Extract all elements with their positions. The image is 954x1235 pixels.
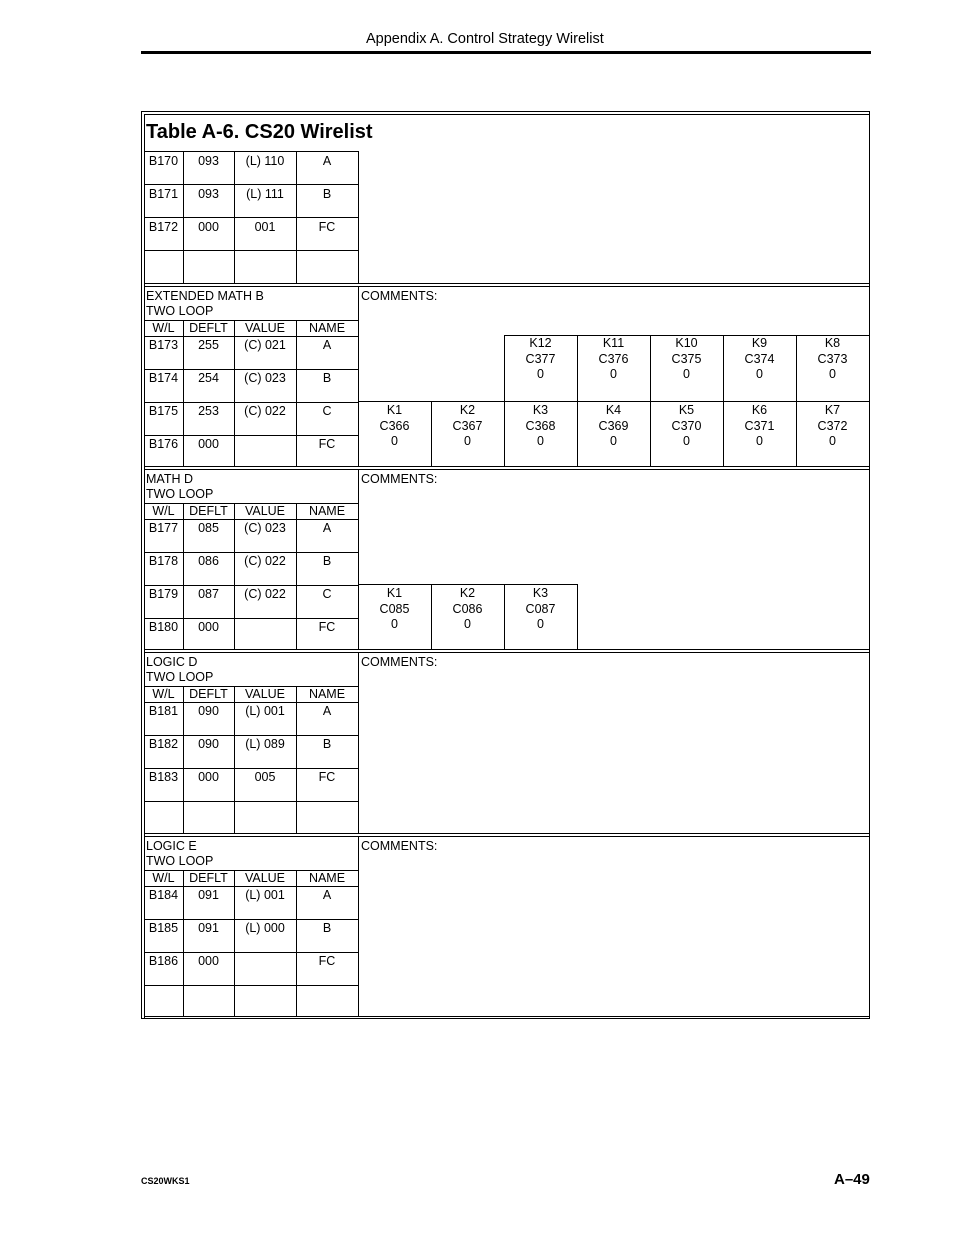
constant-address: C086 (452, 601, 483, 616)
constant-id: K5 (678, 403, 695, 417)
cell-name: A (322, 521, 332, 535)
cell-value: (C) 022 (244, 404, 286, 418)
grid-line (144, 250, 358, 251)
table-bottom-border (144, 1016, 869, 1017)
section-divider (144, 469, 869, 470)
cell-name: B (322, 737, 332, 751)
grid-line (296, 702, 297, 833)
comments-label: COMMENTS: (361, 655, 438, 669)
cell-deflt: 254 (198, 371, 219, 385)
grid-line (183, 886, 184, 1017)
grid-line (144, 369, 358, 370)
constant-id: K3 (532, 403, 549, 417)
col-header-deflt: DEFLT (189, 687, 228, 701)
constant-id: K2 (459, 586, 476, 600)
constant-address: C369 (598, 418, 629, 433)
cell-value: (C) 022 (244, 554, 286, 568)
cell-wl: B178 (148, 554, 179, 568)
cell-name: A (322, 704, 332, 718)
constant-value: 0 (537, 617, 544, 631)
cell-wl: B183 (148, 770, 179, 784)
col-header-wl: W/L (152, 504, 175, 518)
constant-block (650, 336, 723, 383)
cell-deflt: 091 (198, 888, 219, 902)
cell-name: FC (318, 620, 336, 634)
constant-value: 0 (610, 367, 617, 381)
constant-value: 0 (829, 367, 836, 381)
constant-id: K7 (824, 403, 841, 417)
cell-value: (C) 023 (244, 521, 286, 535)
cell-name: A (322, 154, 332, 168)
constant-block (723, 336, 796, 383)
constant-id: K11 (602, 336, 625, 350)
constant-address: C371 (744, 418, 775, 433)
cell-deflt: 090 (198, 737, 219, 751)
section-subtitle: TWO LOOP (146, 670, 214, 684)
cell-value: 001 (254, 220, 276, 234)
section-divider (144, 649, 869, 650)
cell-deflt: 093 (198, 154, 219, 168)
grid-line (144, 919, 358, 920)
cell-deflt: 000 (198, 220, 219, 234)
grid-line (358, 652, 359, 833)
constant-block (358, 586, 431, 633)
grid-line (144, 435, 358, 436)
constant-block (358, 403, 431, 450)
grid-line (144, 402, 358, 403)
constant-block (723, 403, 796, 450)
cell-wl: B175 (148, 404, 179, 418)
grid-line (358, 836, 359, 1017)
constant-block (431, 403, 504, 450)
constant-value: 0 (464, 434, 471, 448)
section-subtitle: TWO LOOP (146, 487, 214, 501)
grid-line (144, 952, 358, 953)
constant-address: C367 (452, 418, 483, 433)
constant-address: C374 (744, 351, 775, 366)
cell-deflt: 086 (198, 554, 219, 568)
cell-name: B (322, 554, 332, 568)
grid-line (358, 151, 359, 284)
cell-wl: B180 (148, 620, 179, 634)
col-header-wl: W/L (152, 321, 175, 335)
section-title: MATH D (146, 472, 193, 486)
cell-name: C (322, 404, 332, 418)
header-rule (141, 51, 871, 54)
cell-value: (L) 000 (245, 921, 285, 935)
col-header-value: VALUE (244, 321, 286, 335)
constant-value: 0 (756, 367, 763, 381)
cell-name: B (322, 371, 332, 385)
table-title: Table A-6. CS20 Wirelist (146, 121, 373, 143)
constant-address: C373 (817, 351, 848, 366)
constant-value: 0 (610, 434, 617, 448)
constant-id: K1 (386, 586, 403, 600)
constant-block (504, 403, 577, 450)
cell-value: (L) 111 (246, 187, 284, 201)
grid-line (234, 336, 235, 466)
cell-wl: B170 (148, 154, 179, 168)
cell-value: (C) 022 (244, 587, 286, 601)
grid-line (577, 584, 578, 649)
grid-line (183, 702, 184, 833)
cell-deflt: 000 (198, 954, 219, 968)
cell-name: FC (318, 437, 336, 451)
cell-deflt: 093 (198, 187, 219, 201)
grid-line (358, 584, 577, 585)
col-header-value: VALUE (244, 871, 286, 885)
constant-block (650, 403, 723, 450)
grid-line (144, 801, 358, 802)
cell-deflt: 255 (198, 338, 219, 352)
grid-line (144, 217, 358, 218)
constant-block (796, 403, 869, 450)
grid-line (144, 735, 358, 736)
col-header-deflt: DEFLT (189, 504, 228, 518)
grid-line (234, 519, 235, 649)
section-divider (144, 652, 869, 653)
col-header-name: NAME (308, 871, 346, 885)
constant-id: K12 (529, 336, 552, 350)
cell-wl: B174 (148, 371, 179, 385)
grid-line (144, 618, 358, 619)
cell-deflt: 000 (198, 770, 219, 784)
cell-name: A (322, 888, 332, 902)
cell-name: FC (318, 220, 336, 234)
col-header-deflt: DEFLT (189, 321, 228, 335)
cell-value: 005 (254, 770, 276, 784)
cell-value: (L) 089 (245, 737, 285, 751)
grid-line (144, 552, 358, 553)
cell-wl: B171 (148, 187, 179, 201)
cell-name: B (322, 921, 332, 935)
cell-wl: B181 (148, 704, 179, 718)
cell-deflt: 091 (198, 921, 219, 935)
cell-deflt: 000 (198, 437, 219, 451)
cell-deflt: 253 (198, 404, 219, 418)
cell-value: (C) 021 (244, 338, 286, 352)
grid-line (296, 151, 297, 284)
col-header-deflt: DEFLT (189, 871, 228, 885)
cell-wl: B177 (148, 521, 179, 535)
col-header-name: NAME (308, 321, 346, 335)
section-divider (144, 833, 869, 834)
cell-value: (L) 001 (245, 888, 285, 902)
constant-block (504, 336, 577, 383)
constant-address: C087 (525, 601, 556, 616)
grid-line (144, 151, 358, 152)
cell-wl: B184 (148, 888, 179, 902)
constant-address: C375 (671, 351, 702, 366)
cell-name: A (322, 338, 332, 352)
grid-line (234, 702, 235, 833)
comments-label: COMMENTS: (361, 839, 438, 853)
cell-value: (L) 001 (245, 704, 285, 718)
section-subtitle: TWO LOOP (146, 304, 214, 318)
section-divider (144, 836, 869, 837)
constant-id: K8 (824, 336, 841, 350)
cell-name: FC (318, 770, 336, 784)
constant-value: 0 (537, 434, 544, 448)
constant-id: K2 (459, 403, 476, 417)
col-header-wl: W/L (152, 687, 175, 701)
grid-line (144, 585, 358, 586)
grid-line (144, 184, 358, 185)
section-divider (144, 283, 869, 284)
grid-line (144, 985, 358, 986)
cell-deflt: 090 (198, 704, 219, 718)
cell-wl: B173 (148, 338, 179, 352)
section-title: LOGIC D (146, 655, 198, 669)
constant-value: 0 (464, 617, 471, 631)
constant-address: C370 (671, 418, 702, 433)
constant-id: K6 (751, 403, 768, 417)
col-header-name: NAME (308, 504, 346, 518)
grid-line (296, 886, 297, 1017)
constant-address: C366 (379, 418, 410, 433)
constant-id: K10 (675, 336, 698, 350)
grid-line (144, 768, 358, 769)
cell-name: C (322, 587, 332, 601)
grid-line (234, 151, 235, 284)
cell-name: FC (318, 954, 336, 968)
section-subtitle: TWO LOOP (146, 854, 214, 868)
cell-wl: B176 (148, 437, 179, 451)
constant-address: C372 (817, 418, 848, 433)
col-header-value: VALUE (244, 504, 286, 518)
constant-id: K4 (605, 403, 622, 417)
grid-line (358, 401, 869, 402)
constant-value: 0 (829, 434, 836, 448)
constant-id: K9 (751, 336, 768, 350)
constant-value: 0 (391, 617, 398, 631)
grid-line (183, 151, 184, 284)
grid-line (234, 886, 235, 1017)
footer-doc-code: CS20WKS1 (141, 1176, 190, 1186)
cell-deflt: 085 (198, 521, 219, 535)
constant-value: 0 (537, 367, 544, 381)
col-header-name: NAME (308, 687, 346, 701)
constant-block (577, 403, 650, 450)
cell-value: (L) 110 (245, 154, 285, 168)
constant-block (504, 586, 577, 633)
comments-label: COMMENTS: (361, 472, 438, 486)
cell-deflt: 000 (198, 620, 219, 634)
constant-block (796, 336, 869, 383)
constant-value: 0 (756, 434, 763, 448)
constant-block (577, 336, 650, 383)
cell-name: B (322, 187, 332, 201)
col-header-value: VALUE (244, 687, 286, 701)
cell-deflt: 087 (198, 587, 219, 601)
cell-wl: B172 (148, 220, 179, 234)
constant-value: 0 (683, 367, 690, 381)
constant-address: C085 (379, 601, 410, 616)
section-title: LOGIC E (146, 839, 197, 853)
page-header: Appendix A. Control Strategy Wirelist (366, 31, 604, 47)
constant-address: C368 (525, 418, 556, 433)
constant-id: K1 (386, 403, 403, 417)
constant-value: 0 (683, 434, 690, 448)
section-title: EXTENDED MATH B (146, 289, 264, 303)
cell-wl: B185 (148, 921, 179, 935)
col-header-wl: W/L (152, 871, 175, 885)
comments-label: COMMENTS: (361, 289, 438, 303)
constant-value: 0 (391, 434, 398, 448)
constant-address: C376 (598, 351, 629, 366)
constant-id: K3 (532, 586, 549, 600)
section-divider (144, 466, 869, 467)
footer-page-number: A–49 (834, 1171, 870, 1188)
constant-address: C377 (525, 351, 556, 366)
cell-wl: B179 (148, 587, 179, 601)
cell-value: (C) 023 (244, 371, 286, 385)
constant-block (431, 586, 504, 633)
cell-wl: B186 (148, 954, 179, 968)
cell-wl: B182 (148, 737, 179, 751)
section-divider (144, 286, 869, 287)
